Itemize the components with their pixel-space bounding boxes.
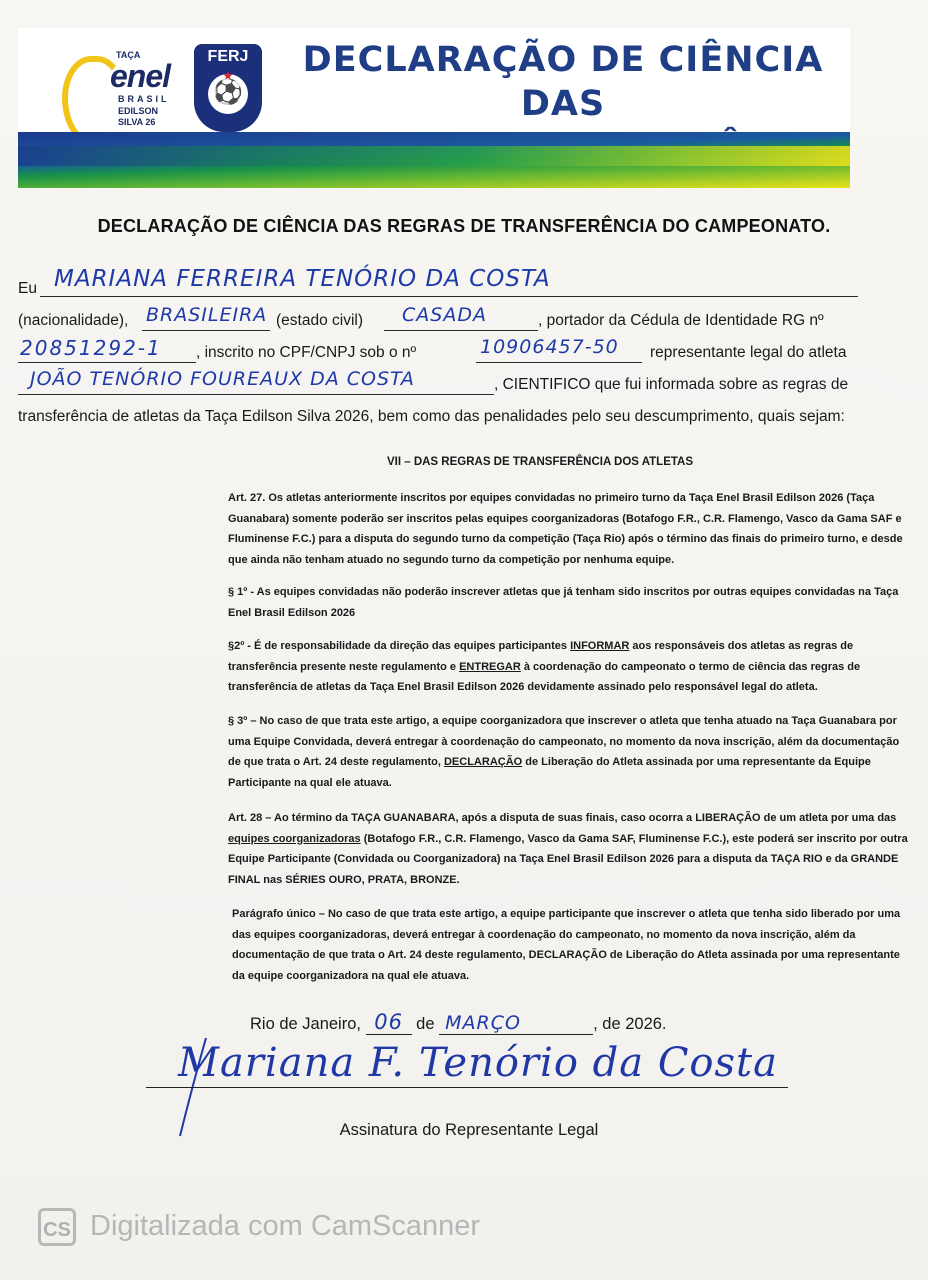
cpf-handwritten: 10906457-50	[480, 336, 619, 358]
banner-title-line1: DECLARAÇÃO DE CIÊNCIA DAS	[302, 40, 824, 124]
representante-label: representante legal do atleta	[650, 344, 847, 361]
form-line-nationality	[18, 304, 890, 338]
form-line-documents	[18, 336, 890, 370]
paragraph-3-text-b: de Liberação do Atleta assinada por uma representante da Equipe Participante na qual ele atuava.	[228, 756, 871, 789]
banner-color-stripe-accent	[18, 146, 850, 166]
declaracao-keyword: DECLARAÇÃO	[443, 756, 523, 768]
section-title: VII – DAS REGRAS DE TRANSFERÊNCIA DOS ATLETAS	[386, 456, 694, 468]
ferj-ball-icon: ⚽	[213, 79, 243, 106]
paragraph-2-text-c: à coordenação do campeonato o termo de ciência das regras de transferência de atletas da Taça Enel Brasil Edilson 2026 devidamente assinado pelo responsável legal do atleta.	[228, 660, 861, 693]
camscanner-text: Digitalizada com CamScanner	[90, 1210, 481, 1242]
paragraph-2-text-b: aos responsáveis dos atletas as regras de transferência presente neste regulamento e	[228, 640, 854, 673]
ferj-star-icon: ★	[222, 68, 234, 83]
logo-brasil-text: BRASIL	[118, 94, 170, 104]
article-28-text-a: Art. 28 – Ao término da TAÇA GUANABARA, após a disputa de suas finais, caso ocorra a LIBERAÇÃO de um atleta por uma das	[228, 812, 897, 824]
paragraph-2-text-a: §2º - É de responsabilidade da direção das equipes participantes	[228, 640, 571, 652]
paragraph-3-text-a: § 3º – No caso de que trata este artigo, a equipe coorganizadora que inscrever o atleta que tenha atuado na Taça Guanabara por uma Equipe Convidada, deverá entregar à coordenação do campeonato, no momento da nova inscrição, além da documentação de que trata o Art. 24 deste regulamento,	[228, 715, 900, 768]
date-year-text: , de 2026.	[593, 1015, 667, 1033]
portador-label: , portador da Cédula de Identidade RG nº	[538, 312, 824, 329]
article-28-text-b: (Botafogo F.R., C.R. Flamengo, Vasco da Gama SAF, Fluminense F.C.), este poderá ser inscrito por outra Equipe Participante (Convidada ou Coorganizadora) na Taça Enel Brasil Edilson 2026 para a disputa da TAÇA RIO e da GRANDE FINAL nas SÉRIES OURO, PRATA, BRONZE.	[228, 832, 908, 886]
article-28	[228, 808, 908, 890]
paragraph-3	[228, 711, 908, 793]
estado-civil-handwritten: CASADA	[402, 304, 487, 326]
paragrafo-unico: Parágrafo único – No caso de que trata este artigo, a equipe participante que inscrever o atleta que tenha sido liberado por uma das equipes coorganizadoras, deverá entregar à coordenação do campeonato, no momento da nova inscrição, além da documentação de que trata o Art. 24 deste regulamento, DECLARAÇÃO de Liberação do Atleta assinada por uma representante da equipe coorganizadora na qual ele atuava.	[232, 908, 901, 982]
logo-taca-text: TAÇA	[116, 50, 141, 60]
signature-line	[146, 1087, 788, 1088]
camscanner-logo-icon: CS	[38, 1208, 76, 1246]
ferj-logo-text: FERJ	[207, 48, 249, 65]
date-city: Rio de Janeiro,	[250, 1015, 361, 1033]
document-heading: DECLARAÇÃO DE CIÊNCIA DAS REGRAS DE TRANSFERÊNCIA DO CAMPEONATO.	[97, 216, 831, 236]
form-line-athlete	[18, 368, 890, 402]
eu-label: Eu	[18, 280, 37, 297]
date-month-field	[439, 1012, 593, 1035]
date-day-handwritten: 06	[374, 1010, 403, 1034]
taca-enel-logo	[62, 46, 192, 142]
signature-label: Assinatura do Representante Legal	[339, 1121, 599, 1139]
paragraph-1: § 1º - As equipes convidadas não poderão inscrever atletas que já tenham sido inscritos por outras equipes convidadas na Taça Enel Brasil Edilson 2026	[228, 586, 899, 619]
paragraph-2	[228, 636, 908, 698]
logo-enel-text: enel	[110, 58, 171, 94]
name-handwritten: MARIANA FERREIRA TENÓRIO DA COSTA	[54, 266, 551, 292]
entregar-keyword: ENTREGAR	[459, 660, 521, 673]
nacionalidade-handwritten: BRASILEIRA	[146, 304, 268, 326]
estado-civil-label: (estado civil)	[276, 312, 363, 329]
date-month-handwritten: MARÇO	[445, 1012, 521, 1034]
signature-handwritten: Mariana F. Tenório da Costa	[178, 1040, 778, 1086]
header-banner	[18, 28, 850, 188]
closing-text: transferência de atletas da Taça Edilson Silva 2026, bem como das penalidades pelo seu descumprimento, quais sejam:	[18, 408, 845, 425]
date-line	[250, 1010, 667, 1035]
form-line-name	[18, 266, 890, 300]
date-de-label: de	[416, 1015, 435, 1033]
nacionalidade-label: (nacionalidade),	[18, 312, 129, 329]
rg-handwritten: 20851292-1	[20, 336, 162, 360]
article-27: Art. 27. Os atletas anteriormente inscritos por equipes convidadas no primeiro turno da Taça Enel Brasil Edilson 2026 (Taça Guanabara) somente poderão ser inscritos pelas equipes coorganizadoras (Botafogo F.R., C.R. Flamengo, Vasco da Gama SAF e Fluminense F.C.) para a disputa do segundo turno da competição (Taça Rio) após o término das finais do primeiro turno, e desde que ainda não tenham atuado no segundo turno da competição por nenhuma equipe.	[228, 492, 903, 566]
cpf-label: , inscrito no CPF/CNPJ sob o nº	[196, 344, 417, 361]
ferj-shield-logo	[194, 44, 262, 132]
cientifico-label: , CIENTIFICO que fui informada sobre as regras de	[494, 376, 849, 393]
logo-edilson-text: EDILSON	[118, 106, 159, 116]
informar-keyword: INFORMAR	[570, 640, 630, 652]
coorganizadoras-keyword: equipes coorganizadoras	[228, 832, 361, 845]
atleta-handwritten: JOÃO TENÓRIO FOUREAUX DA COSTA	[30, 368, 415, 390]
logo-silva-text: SILVA 26	[118, 117, 156, 127]
date-day-field	[366, 1010, 412, 1035]
